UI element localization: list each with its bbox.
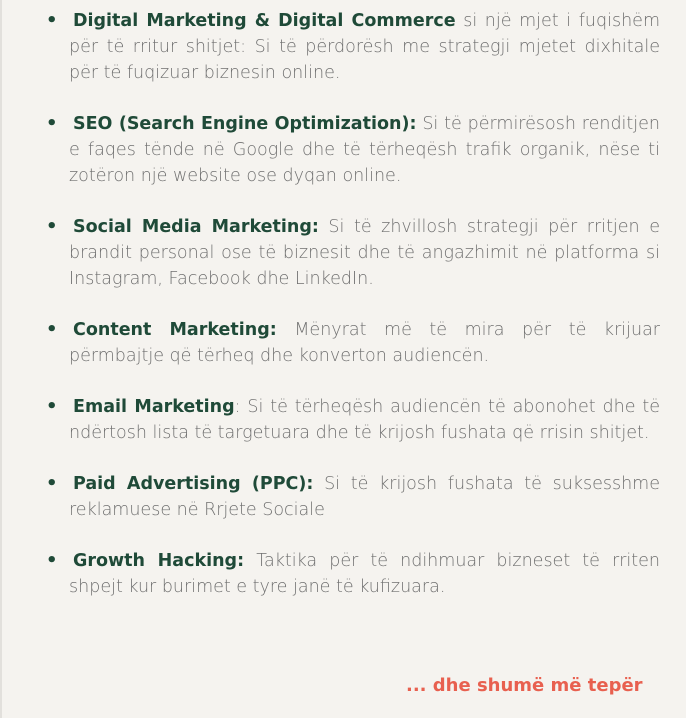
bullet-icon: • [46, 319, 58, 340]
topic-list [42, 8, 660, 625]
topic-description: Si të zhvillosh strategji për rritjen e brandit personal ose të biznesit dhe të angazhimit në platforma si Instagram, Facebook dhe LinkedIn. [69, 217, 660, 289]
list-item [42, 111, 660, 189]
topic-term: Content Marketing: [73, 320, 277, 340]
more-text: ... dhe shumë më tepër [406, 675, 643, 696]
topic-description: si një mjet i fuqishëm për të rritur shitjet: Si të përdorësh me strategji mjetet dixhitale për të fuqizuar biznesin online. [69, 11, 660, 83]
topic-term: Digital Marketing & Digital Commerce [73, 11, 456, 31]
bullet-icon: • [46, 10, 58, 31]
topic-term: Paid Advertising (PPC): [73, 474, 314, 494]
topic-term: Email Marketing [73, 397, 235, 417]
list-item [42, 394, 660, 446]
topic-description: Si të përmirësosh renditjen e faqes tënde në Google dhe të tërheqësh trafik organik, nëse ti zotëron një website ose dyqan online. [69, 114, 660, 186]
list-item [42, 8, 660, 86]
list-item [42, 214, 660, 292]
topic-term: Social Media Marketing: [73, 217, 319, 237]
bullet-icon: • [46, 216, 58, 237]
list-item [42, 471, 660, 523]
list-item [42, 548, 660, 600]
list-item [42, 317, 660, 369]
topic-description: Mënyrat më të mira për të krijuar përmbajtje që tërheq dhe konverton audiencën. [69, 320, 660, 366]
topic-description: Taktika për të ndihmuar bizneset të rriten shpejt kur burimet e tyre janë të kufizuara. [69, 551, 660, 597]
topic-term: Growth Hacking: [73, 551, 245, 571]
bullet-icon: • [46, 473, 58, 494]
bullet-icon: • [46, 550, 58, 571]
bullet-icon: • [46, 113, 58, 134]
topic-term: SEO (Search Engine Optimization): [73, 114, 417, 134]
topic-description: : Si të tërheqësh audiencën të abonohet dhe të ndërtosh lista të targetuara dhe të krijosh fushata që rrisin shitjet. [69, 397, 660, 443]
topic-description: Si të krijosh fushata të suksesshme reklamuese në Rrjete Sociale [69, 474, 660, 520]
bullet-icon: • [46, 396, 58, 417]
